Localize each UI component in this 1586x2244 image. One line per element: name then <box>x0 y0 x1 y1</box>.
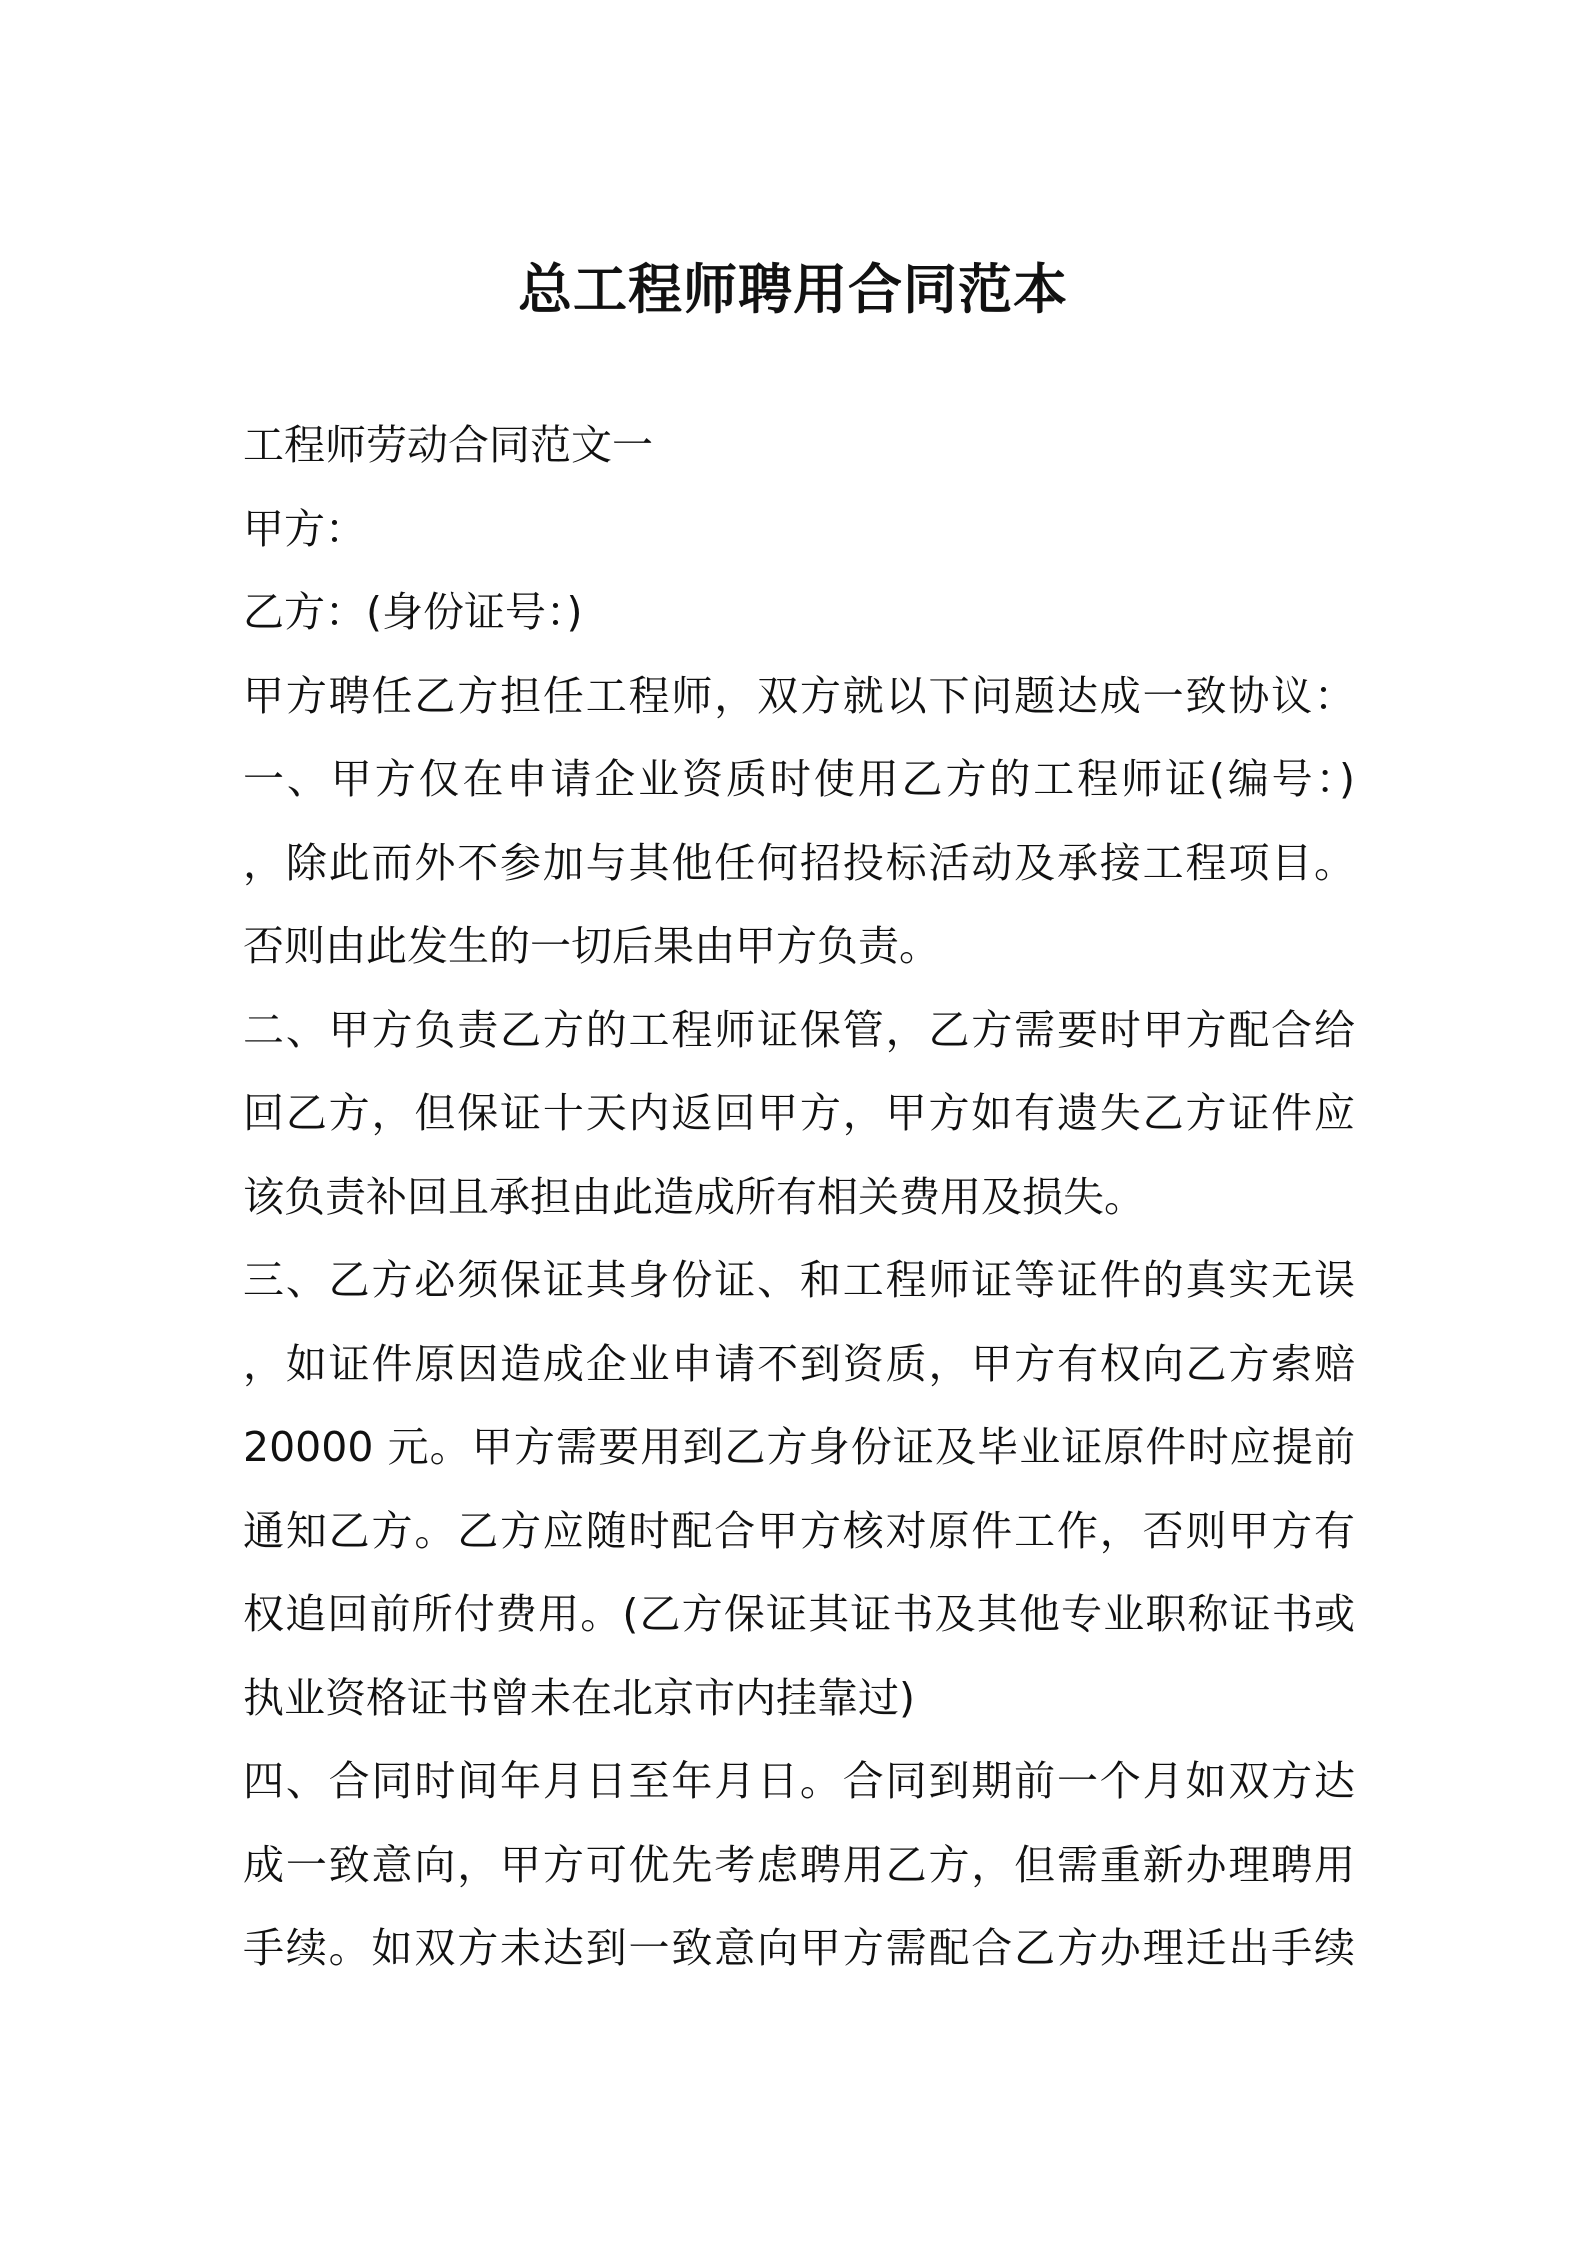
paragraph-line: 权追回前所付费用。(乙方保证其证书及其他专业职称证书或 <box>243 1590 1355 1638</box>
paragraph-line: 甲方： <box>243 504 366 553</box>
paragraph-line: 三、乙方必须保证其身份证、和工程师证等证件的真实无误 <box>243 1256 1355 1304</box>
paragraph-line: 回乙方，但保证十天内返回甲方，甲方如有遗失乙方证件应 <box>243 1089 1355 1137</box>
paragraph-line: 该负责补回且承担由此造成所有相关费用及损失。 <box>243 1172 1145 1221</box>
paragraph-line: 甲方聘任乙方担任工程师，双方就以下问题达成一致协议： <box>243 671 1355 720</box>
paragraph-line: 一、甲方仅在申请企业资质时使用乙方的工程师证(编号：) <box>243 755 1355 803</box>
paragraph-line: 成一致意向，甲方可优先考虑聘用乙方，但需重新办理聘用 <box>243 1840 1355 1889</box>
paragraph-line: 20000 元。甲方需要用到乙方身份证及毕业证原件时应提前 <box>243 1423 1355 1471</box>
paragraph-line: 二、甲方负责乙方的工程师证保管，乙方需要时甲方配合给 <box>243 1005 1355 1054</box>
paragraph-line: 执业资格证书曾未在北京市内挂靠过) <box>243 1673 915 1722</box>
document-title: 总工程师聘用合同范本 <box>518 258 1068 321</box>
paragraph-line: 手续。如双方未达到一致意向甲方需配合乙方办理迁出手续 <box>243 1924 1355 1972</box>
paragraph-line: 工程师劳动合同范文一 <box>243 421 653 469</box>
paragraph-line: ，如证件原因造成企业申请不到资质，甲方有权向乙方索赔 <box>243 1339 1355 1388</box>
document-body <box>243 404 1363 1991</box>
paragraph-line: 四、合同时间年月日至年月日。合同到期前一个月如双方达 <box>243 1757 1355 1805</box>
paragraph-line: 否则由此发生的一切后果由甲方负责。 <box>243 922 940 970</box>
paragraph-line: 通知乙方。乙方应随时配合甲方核对原件工作，否则甲方有 <box>243 1506 1355 1555</box>
paragraph-line: 乙方：(身份证号：) <box>243 588 583 636</box>
paragraph-line: ，除此而外不参加与其他任何招投标活动及承接工程项目。 <box>243 838 1355 887</box>
